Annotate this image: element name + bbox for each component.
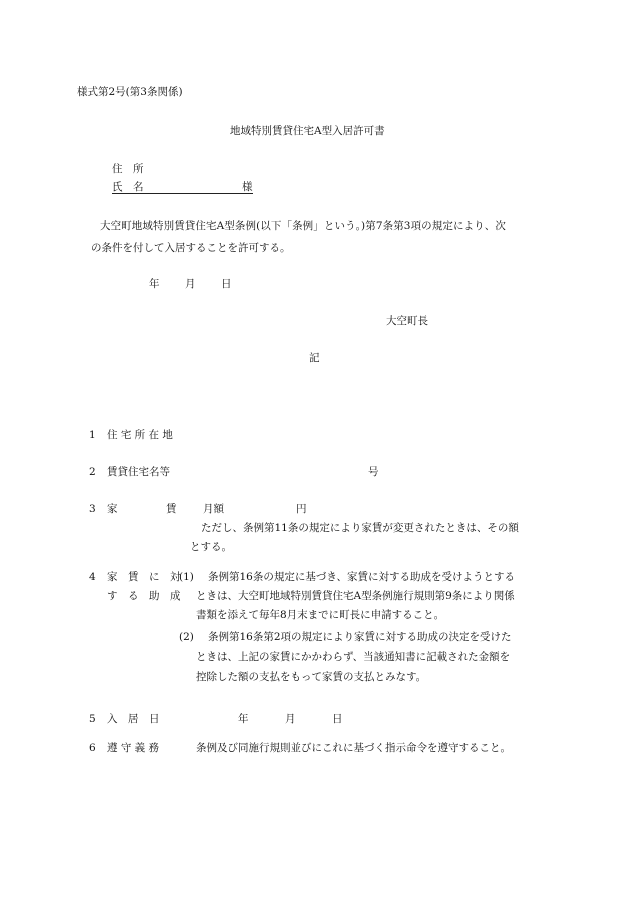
item1-label: 住 宅 所 在 地 [107,429,173,441]
item3-note-line1: ただし、条例第11条の規定により家賃が変更されたときは、その額 [201,522,519,534]
item4-sub1-marker: (1) [179,571,194,583]
item3-note-line2: とする。 [190,541,232,553]
item6-label: 遵 守 義 務 [107,742,160,754]
item4-sub2-line3: 控除した額の支払をもって家賃の支払とみなす。 [196,671,427,683]
issuer: 大空町長 [386,315,428,327]
item6-text: 条例及び同施行規則並びにこれに基づく指示命令を遵守すること。 [196,742,511,754]
item6-number: 6 [89,742,96,754]
body-text-line2: の条件を付して入居することを許可する。 [91,242,291,254]
item4-sub2-marker: (2) [179,631,194,643]
item4-label-line1: 家 賃 に 対 [107,571,181,583]
item3-label-b: 賃 [166,503,177,515]
item4-number: 4 [89,571,96,583]
ki-heading: 記 [309,352,320,364]
item4-sub1-line3: 書類を添えて毎年8月末までに町長に申請すること。 [196,609,445,621]
date-day: 日 [221,278,232,290]
name-underline [112,193,253,194]
item4-sub1-line1: 条例第16条の規定に基づき、家賃に対する助成を受けようとする [208,571,515,583]
body-text-line1: 大空町地域特別賃貸住宅A型条例(以下「条例」という。)第7条第3項の規定により、次 [100,220,506,232]
date-year: 年 [149,278,160,290]
item4-label-line2: す る 助 成 [107,590,181,602]
item2-suffix: 号 [368,466,379,478]
item1-number: 1 [89,429,96,441]
item5-year: 年 [238,713,249,725]
form-label: 様式第2号(第3条関係) [77,86,183,98]
item5-number: 5 [89,713,96,725]
item3-number: 3 [89,503,96,515]
item2-number: 2 [89,466,96,478]
name-honorific: 様 [242,181,253,193]
date-month: 月 [185,278,196,290]
item5-month: 月 [285,713,296,725]
item2-label: 賃貸住宅名等 [107,466,170,478]
item5-label: 入 居 日 [107,713,160,725]
item3-yen: 円 [296,503,307,515]
item3-monthly: 月額 [203,503,224,515]
item4-sub2-line2: ときは、上記の家賃にかかわらず、当該通知書に記載された金額を [196,651,511,663]
document-title: 地域特別賃貸住宅A型入居許可書 [230,125,385,137]
name-label: 氏 名 [112,181,144,193]
item5-day: 日 [332,713,343,725]
item4-sub1-line2: ときは、大空町地域特別賃貸住宅A型条例施行規則第9条により関係 [196,590,515,602]
item4-sub2-line1: 条例第16条第2項の規定により家賃に対する助成の決定を受けた [208,631,512,643]
item3-label-a: 家 [107,503,118,515]
address-label: 住 所 [112,163,144,175]
